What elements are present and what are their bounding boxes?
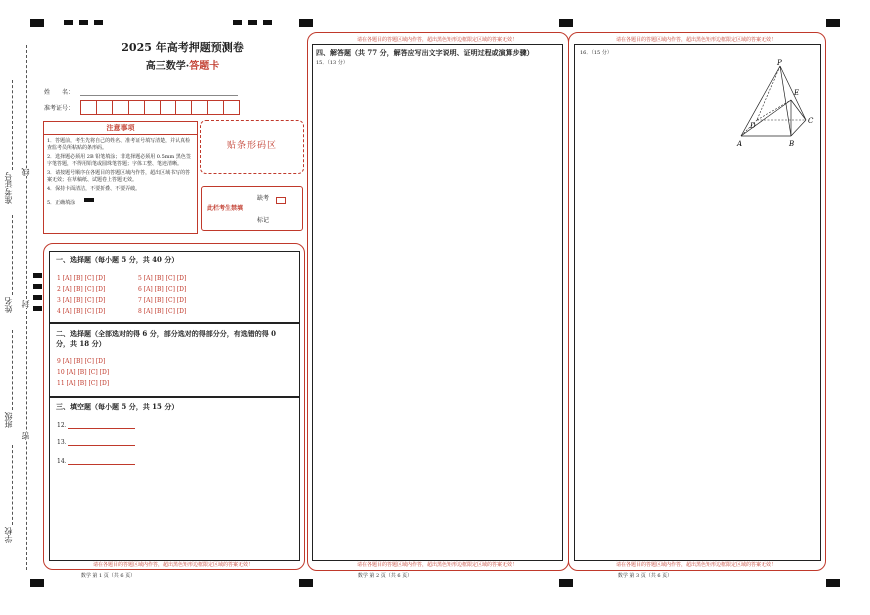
choice-row[interactable]: 8 [A] [B] [C] [D]	[138, 308, 187, 315]
side-label-id: 准考证号	[4, 172, 13, 204]
registration-mark	[94, 20, 103, 25]
q15-label: 15．（13 分）	[316, 60, 348, 66]
choice-row[interactable]: 6 [A] [B] [C] [D]	[138, 286, 187, 293]
vertex-label-a: A	[737, 140, 743, 148]
warning-text: 请在各题目的答题区域内作答，超出黑色矩形边框限定区域的答案无效！	[615, 562, 776, 568]
choice-row[interactable]: 9 [A] [B] [C] [D]	[57, 358, 106, 365]
binding-line	[12, 215, 13, 295]
fill-blank-line[interactable]	[68, 428, 135, 429]
notes-title: 注意事项	[44, 122, 197, 135]
fill-blank-line[interactable]	[68, 464, 135, 465]
page-footer: 数学 第 3 页（共 6 页）	[617, 573, 673, 579]
cut-mark-xian: 线	[21, 168, 30, 176]
choice-row[interactable]: 2 [A] [B] [C] [D]	[57, 286, 106, 293]
side-label-school: 学校	[4, 527, 13, 543]
cut-mark-feng: 封	[21, 300, 30, 308]
vertex-label-c: C	[808, 117, 814, 125]
registration-mark	[248, 20, 257, 25]
registration-mark	[826, 579, 840, 587]
subtitle-dot: ·	[185, 61, 190, 72]
note-item-5-row	[47, 195, 194, 207]
filled-example-mark	[84, 198, 94, 202]
fill-blank-line[interactable]	[68, 445, 135, 446]
binding-line	[12, 445, 13, 525]
note-item-2: 2．选择题必须用 2B 铅笔填涂；非选择题必须用 0.5mm 黑色签字笔答题，不得用铅笔或圆珠笔答题；字体工整、笔迹清晰。	[47, 154, 191, 167]
registration-mark	[30, 19, 44, 27]
vertex-label-d: D	[750, 122, 756, 130]
registration-mark	[299, 579, 313, 587]
note-item-3: 3．请按题号顺序在各题目的答题区域内作答，超出区域书写的答案无效；在草稿纸、试题卷上答题无效。	[47, 170, 191, 183]
registration-mark	[263, 20, 272, 25]
page-footer: 数学 第 1 页（共 6 页）	[80, 573, 136, 579]
registration-mark	[33, 306, 42, 311]
absent-box	[201, 186, 303, 231]
absent-checkbox[interactable]	[276, 197, 286, 204]
name-label: 姓 名：	[44, 89, 75, 96]
id-number-boxes[interactable]	[80, 100, 240, 115]
section3-box	[49, 396, 300, 561]
vertex-label-b: B	[789, 140, 795, 148]
side-label-class: 班级	[4, 412, 13, 428]
exam-title: 2025 年高考押题预测卷	[121, 41, 244, 54]
note-item-1: 1．答题前，考生先将自己的姓名、准考证号填写清楚，并认真检查监考员所粘贴的条形码。	[47, 138, 191, 151]
registration-mark	[79, 20, 88, 25]
choice-row[interactable]: 3 [A] [B] [C] [D]	[57, 297, 106, 304]
binding-line	[12, 80, 13, 170]
pyramid-figure	[730, 58, 820, 150]
page-footer: 数学 第 2 页（共 6 页）	[357, 573, 413, 579]
barcode-area	[200, 120, 304, 174]
section1-title: 一、选择题（每小题 5 分，共 40 分）	[56, 255, 179, 264]
subtitle-red: 答题卡	[189, 61, 220, 72]
absent-mark-bottom: 标记	[257, 217, 270, 224]
note-item-4: 4．保持卡面清洁，不要折叠、不要弄破。	[47, 186, 141, 192]
warning-text: 请在各题目的答题区域内作答，超出黑色矩形边框限定区域的答案无效！	[356, 37, 517, 43]
registration-mark	[559, 579, 573, 587]
choice-row[interactable]: 1 [A] [B] [C] [D]	[57, 275, 106, 282]
id-label: 准考证号：	[44, 105, 75, 112]
vertex-label-p: P	[777, 59, 782, 67]
exam-subtitle	[95, 57, 270, 72]
registration-mark	[33, 284, 42, 289]
warning-text: 请在各题目的答题区域内作答，超出黑色矩形边框限定区域的答案无效！	[615, 37, 776, 43]
cut-mark-mi: 密	[21, 432, 30, 440]
section2-title-line1: 二、选择题（全部选对的得 6 分，部分选对的得部分分，有选错的得 0	[56, 329, 277, 338]
subtitle-main: 高三数学	[145, 61, 186, 72]
fill-blank-label: 12．	[57, 422, 71, 429]
choice-row[interactable]: 7 [A] [B] [C] [D]	[138, 297, 187, 304]
choice-row[interactable]: 10 [A] [B] [C] [D]	[57, 369, 110, 376]
registration-mark	[826, 19, 840, 27]
warning-text: 请在各题目的答题区域内作答，超出黑色矩形边框限定区域的答案无效！	[356, 562, 517, 568]
absent-label: 此栏考生禁填	[207, 205, 244, 212]
registration-mark	[64, 20, 73, 25]
choice-row[interactable]: 5 [A] [B] [C] [D]	[138, 275, 187, 282]
name-field[interactable]	[80, 95, 238, 96]
side-label-name: 姓名	[4, 297, 13, 313]
registration-mark	[33, 295, 42, 300]
notes-box	[43, 121, 198, 234]
absent-mark-top: 缺考	[257, 195, 270, 202]
binding-line	[12, 330, 13, 410]
fill-blank-label: 14．	[57, 458, 71, 465]
section4-box	[312, 44, 563, 561]
registration-mark	[559, 19, 573, 27]
choice-row[interactable]: 11 [A] [B] [C] [D]	[57, 380, 110, 387]
registration-mark	[299, 19, 313, 27]
q16-label: 16．（15 分）	[580, 50, 612, 56]
registration-mark	[30, 579, 44, 587]
barcode-label: 贴条形码区	[226, 141, 277, 151]
fill-blank-label: 13．	[57, 439, 71, 446]
registration-mark	[33, 273, 42, 278]
vertex-label-e: E	[794, 89, 800, 97]
registration-mark	[233, 20, 242, 25]
choice-row[interactable]: 4 [A] [B] [C] [D]	[57, 308, 106, 315]
section2-title-line2: 分，共 18 分）	[56, 339, 106, 348]
warning-text: 请在各题目的答题区域内作答，超出黑色矩形边框限定区域的答案无效！	[92, 562, 253, 568]
section4-title: 四、解答题（共 77 分，解答应写出文字说明、证明过程或演算步骤）	[316, 48, 534, 57]
note-item-5: 5．正确填涂	[47, 200, 76, 206]
section3-title: 三、填空题（每小题 5 分，共 15 分）	[56, 402, 179, 411]
